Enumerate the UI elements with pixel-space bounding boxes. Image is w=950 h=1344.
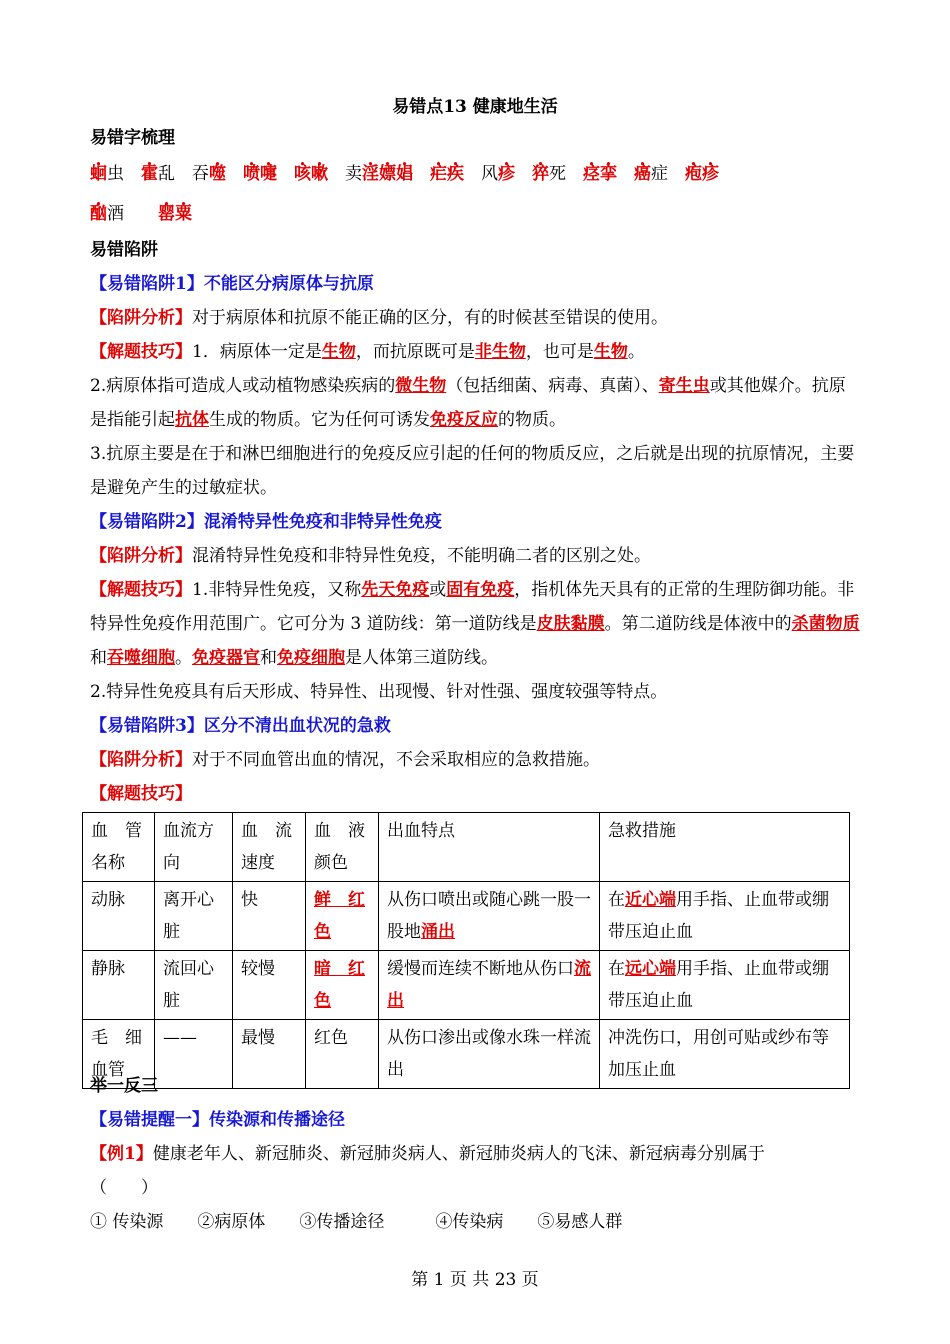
table-cell: 红色 <box>306 1020 379 1089</box>
table-header-row <box>83 813 850 882</box>
typo-words-row-2: 酗酒 罂粟 <box>90 204 192 224</box>
trap-1-tip-2: 2.病原体指可造成人或动植物感染疾病的微生物（包括细菌、病毒、真菌）、寄生虫或其他媒介。抗原是指能引起抗体生成的物质。它为任何可诱发免疫反应的物质。 <box>90 376 846 430</box>
trap-2-heading: 【易错陷阱2】混淆特异性免疫和非特异性免疫 <box>90 512 442 532</box>
table-row <box>83 882 850 951</box>
tip-label: 【解题技巧】 <box>90 342 192 362</box>
table-header-cell: 血流方向 <box>155 813 233 882</box>
trap-2-tip-1: 【解题技巧】1.非特异性免疫，又称先天免疫或固有免疫，指机体先天具有的正常的生理防御功能。非特异性免疫作用范围广。它可分为 3 道防线：第一道防线是皮肤黏膜。第二道防线是体液中的杀菌物质和吞噬细胞。免疫器官和免疫细胞是人体第三道防线。 <box>90 580 860 668</box>
table-cell: 缓慢而连续不断地从伤口流出 <box>379 951 600 1020</box>
trap-2-analysis-text: 混淆特异性免疫和非特异性免疫，不能明确二者的区别之处。 <box>192 546 651 566</box>
analysis-label: 【陷阱分析】 <box>90 546 192 566</box>
analysis-label: 【陷阱分析】 <box>90 308 192 328</box>
trap-2-tip-2: 2.特异性免疫具有后天形成、特异性、出现慢、针对性强、强度较强等特点。 <box>90 682 668 702</box>
table-cell: 流回心脏 <box>155 951 233 1020</box>
trap-1-heading: 【易错陷阱1】不能区分病原体与抗原 <box>90 274 374 294</box>
table-header-cell: 血 液颜色 <box>306 813 379 882</box>
tip-label: 【解题技巧】 <box>90 580 192 600</box>
table-header-cell: 出血特点 <box>379 813 600 882</box>
example-1-text: 健康老年人、新冠肺炎、新冠肺炎病人、新冠肺炎病人的飞沫、新冠病毒分别属于 <box>152 1144 765 1164</box>
trap-3-tip-label: 【解题技巧】 <box>90 784 192 804</box>
page-title: 易错点13 健康地生活 <box>392 97 558 117</box>
table-cell: 冲洗伤口，用创可贴或纱布等加压止血 <box>600 1020 850 1089</box>
table-cell: 静脉 <box>83 951 155 1020</box>
example-1-options: ① 传染源 ②病原体 ③传播途径 ④传染病 ⑤易感人群 <box>90 1212 623 1232</box>
table-header-cell: 急救措施 <box>600 813 850 882</box>
analysis-label: 【陷阱分析】 <box>90 750 192 770</box>
section-heading-typos: 易错字梳理 <box>90 128 175 148</box>
table-cell: 较慢 <box>233 951 306 1020</box>
table-cell: 在远心端用手指、止血带或绷带压迫止血 <box>600 951 850 1020</box>
example-1-blank: （ ） <box>90 1178 158 1198</box>
table-cell: 离开心脏 <box>155 882 233 951</box>
table-cell: 在近心端用手指、止血带或绷带压迫止血 <box>600 882 850 951</box>
trap-1-tip-3: 3.抗原主要是在于和淋巴细胞进行的免疫反应引起的任何的物质反应，之后就是出现的抗原情况，主要是避免产生的过敏症状。 <box>90 444 855 498</box>
table-header-cell: 血 管名称 <box>83 813 155 882</box>
trap-3-analysis <box>90 743 860 777</box>
table-cell: 毛 细血管 <box>83 1020 155 1089</box>
trap-3-heading: 【易错陷阱3】区分不清出血状况的急救 <box>90 716 391 736</box>
example-1-question <box>90 1137 860 1171</box>
table-cell: 鲜 红色 <box>306 882 379 951</box>
trap-1-analysis <box>90 301 860 335</box>
section-heading-practice: 举一反三 <box>90 1076 158 1096</box>
page-footer: 第 1 页 共 23 页 <box>411 1270 539 1290</box>
table-cell: 最慢 <box>233 1020 306 1089</box>
table-cell: —— <box>155 1020 233 1089</box>
table-cell: 暗 红色 <box>306 951 379 1020</box>
table-row <box>83 951 850 1020</box>
reminder-1-heading: 【易错提醒一】传染源和传播途径 <box>90 1110 345 1130</box>
typo-words-row-1: 蛔虫 霍乱 吞噬 喷嚏 咳嗽 卖淫嫖娼 疟疾 风疹 猝死 痉挛 癌症 疱疹 <box>90 164 719 184</box>
trap-3-analysis-text: 对于不同血管出血的情况，不会采取相应的急救措施。 <box>192 750 600 770</box>
table-cell: 动脉 <box>83 882 155 951</box>
trap-1-analysis-text: 对于病原体和抗原不能正确的区分，有的时候甚至错误的使用。 <box>192 308 668 328</box>
section-heading-traps: 易错陷阱 <box>90 240 158 260</box>
example-label: 【例1】 <box>90 1144 153 1164</box>
trap-1-tip-1: 【解题技巧】1．病原体一定是生物，而抗原既可是非生物，也可是生物。 <box>90 342 645 362</box>
table-cell: 从伤口渗出或像水珠一样流出 <box>379 1020 600 1089</box>
trap-2-analysis <box>90 539 860 573</box>
table-header-cell: 血 流速度 <box>233 813 306 882</box>
table-cell: 从伤口喷出或随心跳一股一股地涌出 <box>379 882 600 951</box>
bleeding-table <box>82 812 850 1089</box>
table-cell: 快 <box>233 882 306 951</box>
